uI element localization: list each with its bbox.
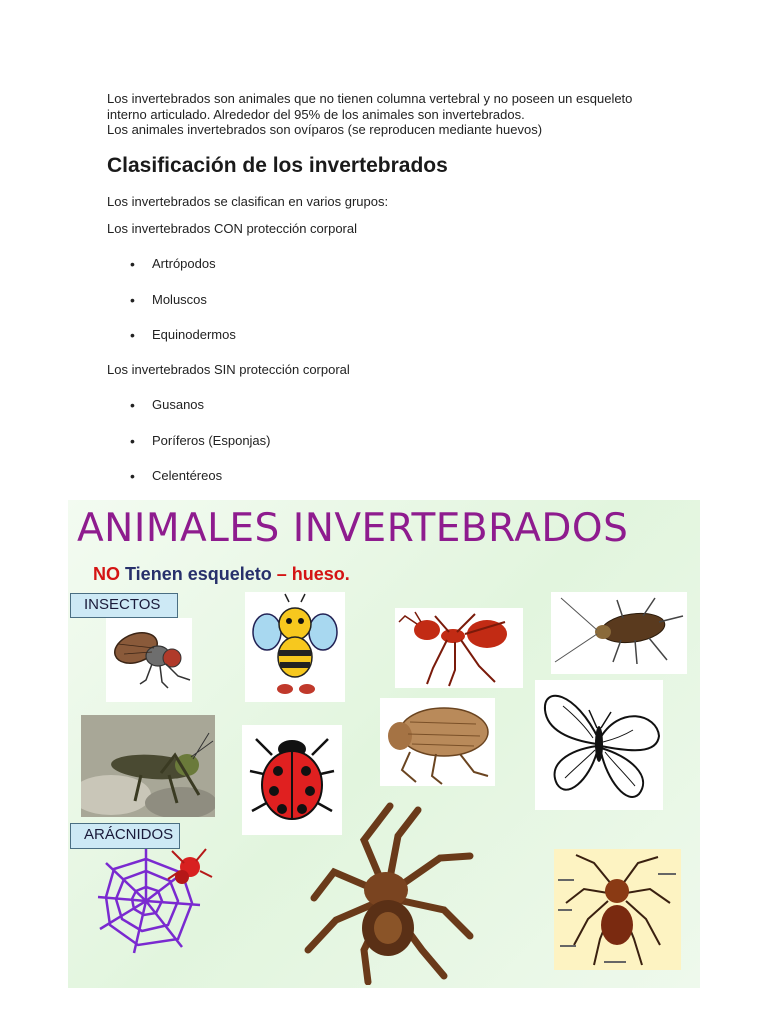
spider-web-icon [96, 843, 214, 955]
sin-title: Los invertebrados SIN protección corporal [107, 362, 350, 377]
flea-icon [380, 698, 495, 786]
fly-icon [106, 618, 192, 702]
con-list [130, 256, 236, 363]
con-title: Los invertebrados CON protección corporal [107, 221, 358, 236]
list-item: • Equinodermos [130, 327, 236, 363]
subtitle-hueso: hueso. [291, 564, 350, 584]
intro-line-2: interno articulado. Alrededor del 95% de los animales son invertebrados. [107, 106, 525, 122]
intro-line-1: Los invertebrados son animales que no tienen columna vertebral y no poseen un esqueleto [107, 91, 633, 106]
subtitle-no: NO [93, 564, 120, 584]
butterfly-icon [535, 680, 663, 810]
label-aracnidos: ARÁCNIDOS [70, 823, 180, 849]
cockroach-icon [551, 592, 687, 674]
poster-subtitle [93, 564, 350, 585]
poster-title: ANIMALES INVERTEBRADOS [77, 506, 629, 551]
grasshopper-icon [81, 715, 215, 817]
bee-icon [245, 592, 345, 702]
intro-paragraph [107, 91, 667, 138]
intro-line-3: Los animales invertebrados son ovíparos (se reproducen mediante huevos) [107, 122, 543, 137]
tarantula-icon [294, 800, 479, 985]
label-insectos: INSECTOS [70, 593, 178, 618]
spider-diagram-icon [554, 849, 681, 970]
sin-list [130, 397, 271, 504]
list-item: • Gusanos [130, 397, 271, 433]
list-item: • Artrópodos [130, 256, 236, 292]
subtitle-dash: – [276, 564, 287, 584]
subtitle-main: Tienen esqueleto [125, 564, 272, 584]
list-item: • Moluscos [130, 292, 236, 328]
list-item: • Poríferos (Esponjas) [130, 433, 271, 469]
list-item: • Celentéreos [130, 468, 271, 504]
invertebrates-poster [68, 500, 700, 988]
groups-intro: Los invertebrados se clasifican en varios grupos: [107, 194, 389, 209]
section-heading: Clasificación de los invertebrados [107, 154, 448, 177]
ant-icon [395, 608, 523, 688]
